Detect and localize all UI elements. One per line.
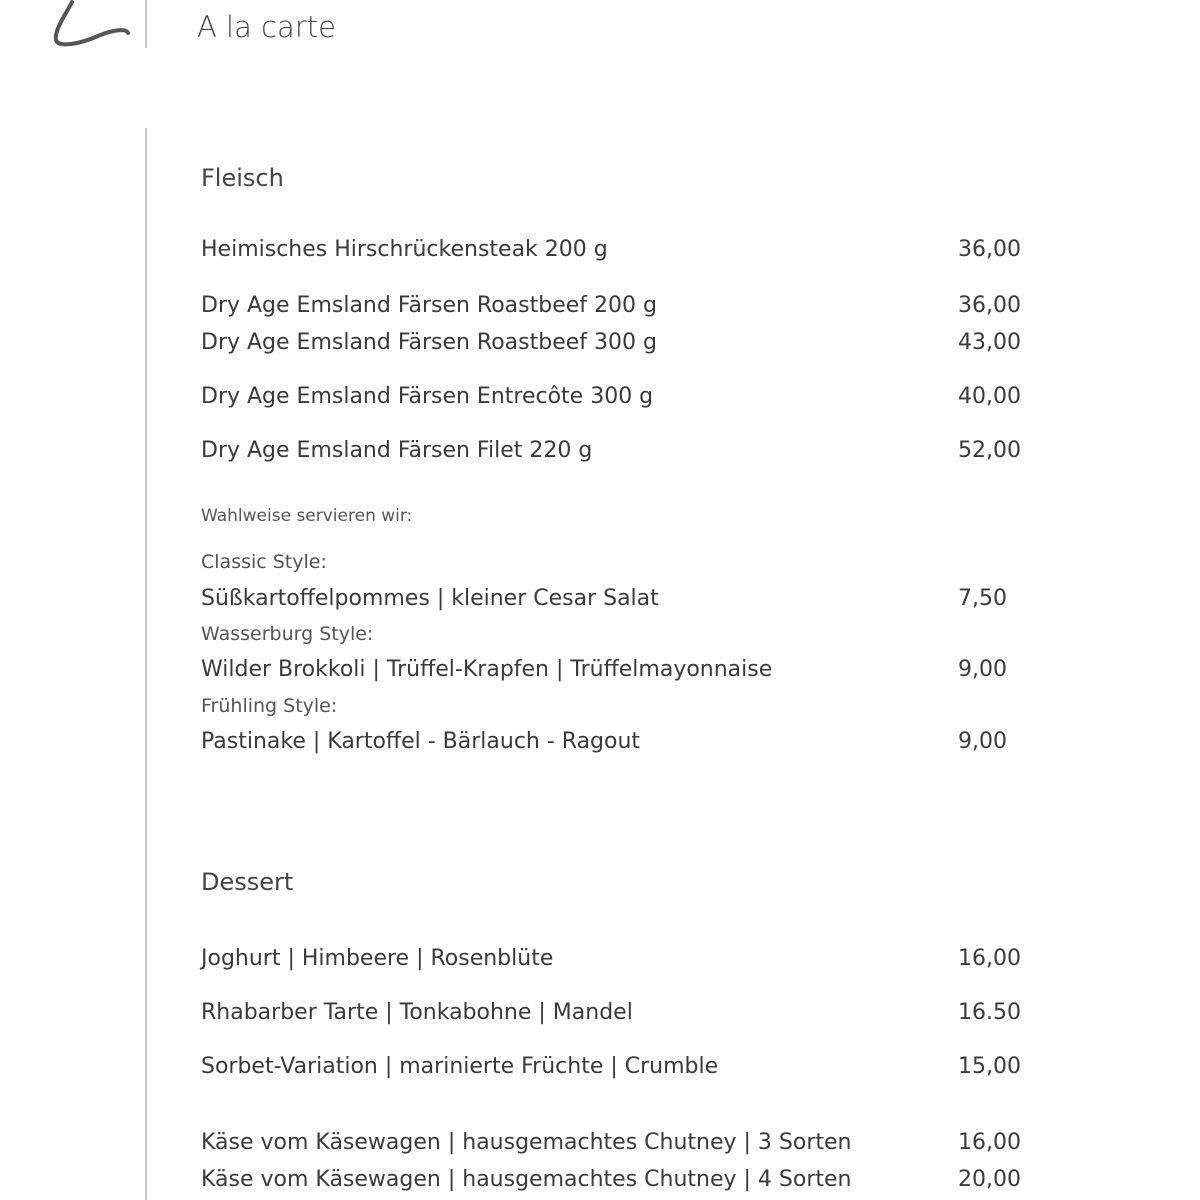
menu-item-price: 36,00 bbox=[958, 237, 1021, 262]
menu-item-price: 43,00 bbox=[958, 330, 1021, 355]
side-item-price: 7,50 bbox=[958, 586, 1007, 611]
menu-item-price: 16.50 bbox=[958, 1000, 1021, 1025]
menu-item-name: Käse vom Käsewagen | hausgemachtes Chutney | 3 Sorten bbox=[201, 1130, 852, 1155]
side-item-name: Pastinake | Kartoffel - Bärlauch - Ragout bbox=[201, 729, 641, 754]
menu-item-price: 36,00 bbox=[958, 293, 1021, 318]
section-heading-dessert: Dessert bbox=[201, 868, 294, 896]
page-title: A la carte bbox=[197, 10, 336, 44]
menu-item-price: 20,00 bbox=[958, 1167, 1021, 1192]
menu-item-price: 52,00 bbox=[958, 438, 1021, 463]
menu-item-price: 15,00 bbox=[958, 1054, 1021, 1079]
menu-item-name: Käse vom Käsewagen | hausgemachtes Chutney | 4 Sorten bbox=[201, 1167, 852, 1192]
header-divider bbox=[145, 0, 147, 48]
menu-item-price: 16,00 bbox=[958, 1130, 1021, 1155]
menu-item-price: 40,00 bbox=[958, 384, 1021, 409]
side-item-price: 9,00 bbox=[958, 729, 1007, 754]
section-heading-fleisch: Fleisch bbox=[201, 164, 284, 192]
side-style-label: Frühling Style: bbox=[201, 695, 338, 717]
menu-item-name: Rhabarber Tarte | Tonkabohne | Mandel bbox=[201, 1000, 633, 1025]
logo-mark bbox=[40, 0, 140, 60]
side-item-name: Wilder Brokkoli | Trüffel-Krapfen | Trüffelmayonnaise bbox=[201, 657, 773, 682]
sides-intro: Wahlweise servieren wir: bbox=[201, 506, 413, 526]
menu-item-name: Dry Age Emsland Färsen Roastbeef 200 g bbox=[201, 293, 657, 318]
side-item-name: Süßkartoffelpommes | kleiner Cesar Salat bbox=[201, 586, 659, 611]
side-style-label: Wasserburg Style: bbox=[201, 623, 374, 645]
menu-item-name: Joghurt | Himbeere | Rosenblüte bbox=[201, 946, 554, 971]
menu-item-name: Heimisches Hirschrückensteak 200 g bbox=[201, 237, 608, 262]
side-item-price: 9,00 bbox=[958, 657, 1007, 682]
menu-item-name: Dry Age Emsland Färsen Entrecôte 300 g bbox=[201, 384, 654, 409]
menu-item-name: Dry Age Emsland Färsen Roastbeef 300 g bbox=[201, 330, 657, 355]
side-style-label: Classic Style: bbox=[201, 551, 327, 573]
menu-item-price: 16,00 bbox=[958, 946, 1021, 971]
menu-item-name: Dry Age Emsland Färsen Filet 220 g bbox=[201, 438, 593, 463]
content-divider bbox=[145, 128, 147, 1200]
menu-item-name: Sorbet-Variation | marinierte Früchte | Crumble bbox=[201, 1054, 719, 1079]
